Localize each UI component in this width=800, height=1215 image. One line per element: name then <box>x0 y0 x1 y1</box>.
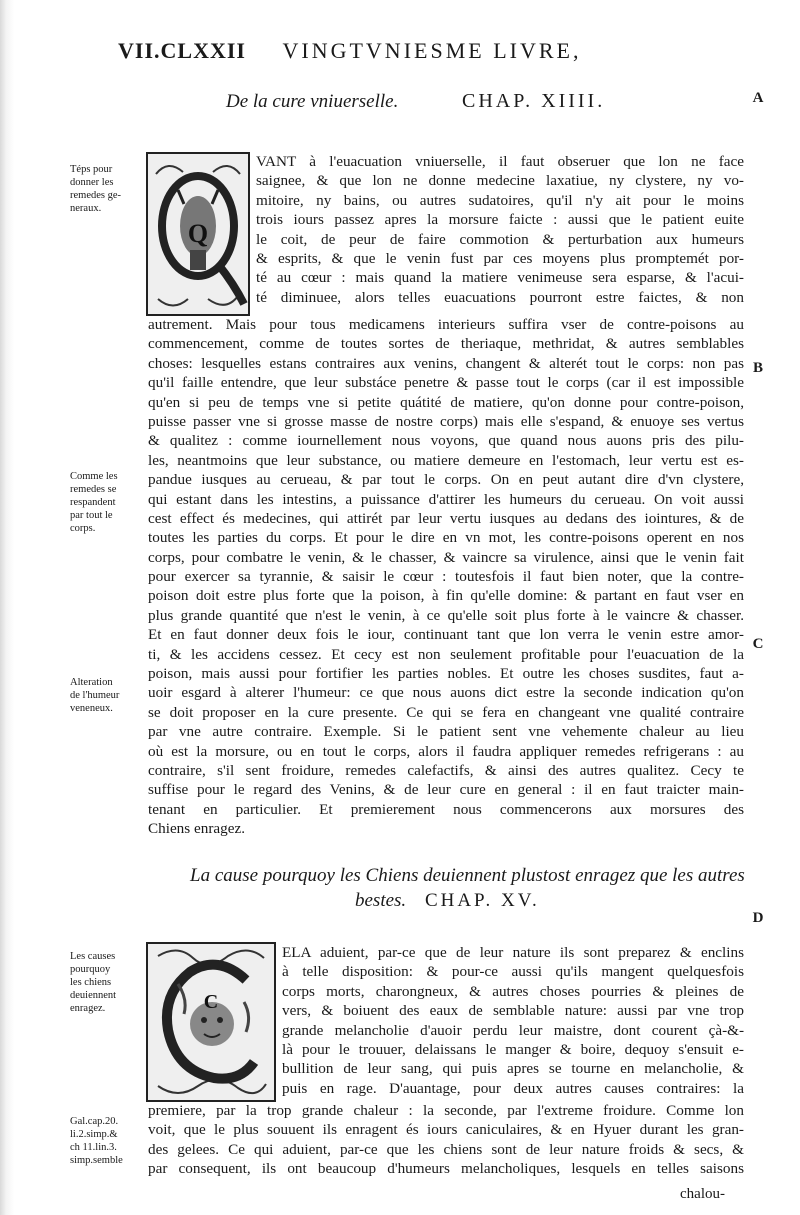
section-letter-c: C <box>752 636 764 652</box>
text-line: saignee, & que lon ne donne medecine laxatiue, ny clystere, ny vo- <box>256 172 744 190</box>
chapter-15-title-line-1: La cause pourquoy les Chiens deuiennent plustost enragez que les autres <box>190 865 745 886</box>
text-line: voit, que le plus souuent ils enragent és iours caniculaires, & en Hyuer durant les gran- <box>148 1121 744 1139</box>
text-line: plus grande quantité que n'est le venin, à ce qu'elle soit plus forte à le vaincre & chasser. <box>148 606 744 624</box>
text-line: corps morts, charongneux, & autres choses pourries & pleines de <box>282 982 744 1000</box>
svg-text:C: C <box>203 991 219 1013</box>
text-line: cest effect és medecines, qui attirét par leur vertu iusques au dedans des iointures, & de <box>148 509 744 527</box>
chapter-15-opening-text <box>282 943 744 1098</box>
text-line: Chiens enragez. <box>148 820 245 838</box>
margin-note-3: Alteration de l'humeur veneneux. <box>70 677 120 714</box>
text-line: & qualitez : comme iournellement nous voyons, que quand nous auons pris des pilu- <box>148 432 744 450</box>
svg-text:Q: Q <box>187 219 209 248</box>
text-line: toutes les parties du corps. Et pour le dire en vn mot, les contre-poisons operent en nos <box>148 529 744 547</box>
chapter-14-number: CHAP. XIIII. <box>462 90 606 112</box>
text-line: & esprits, & que le venin fust par ces moyens plus promptemét por- <box>256 249 744 267</box>
text-line: ELA aduient, par-ce que de leur nature ils sont preparez & enclins <box>282 944 744 961</box>
section-letter-d: D <box>752 910 764 926</box>
text-line: des gelees. Ce qui aduient, par-ce que les chiens sont de leur nature froids & secs, & <box>148 1140 744 1158</box>
text-line: ti, & les accidens cessez. Et cecy est non seulement profitable pour l'euacuation de la <box>148 645 744 663</box>
catchword: chalou- <box>680 1186 725 1202</box>
text-line: vers, & boiuent des eaux de semblable nature: aussi par vne trop <box>282 1002 744 1020</box>
folio-number: VII.CLXXII <box>118 38 246 63</box>
text-line: tenant en particulier. Et premierement nous commencerons aux morsures des <box>148 800 744 818</box>
text-line: poison doit estre plus forte que la poison, à fin qu'elle domine: & partant en faut vser en <box>148 587 744 605</box>
margin-note-2: Comme les remedes se respandent par tout le corps. <box>70 471 118 534</box>
text-line: grande melancholie d'auoir perdu leur maistre, dont courent çà-&- <box>282 1021 744 1039</box>
text-line: qui estant dans les intestins, a puissance d'attirer les humeurs du cerueau. On voit aussi <box>148 490 744 508</box>
text-line: té au cœur : mais quand la matiere venimeuse sera esparse, & l'acui- <box>256 269 744 287</box>
text-line: à telle disposition: & pour-ce aussi qu'ils mangent quelquesfois <box>282 963 744 981</box>
text-line: où est la morsure, ou en tout le corps, alors il faudra appliquer remedes refrigerans : au <box>148 742 744 760</box>
section-letter-b: B <box>752 360 763 376</box>
chapter-15-number: CHAP. XV. <box>424 890 540 911</box>
text-line: trois iours passez apres la morsure faicte : aussi que le patient euite <box>256 211 744 229</box>
chapter-15-heading <box>355 890 615 912</box>
text-line: autrement. Mais pour tous medicamens interieurs suffira vser de contre-poisons au <box>148 316 744 333</box>
text-line: corps, pour combatre le venin, & le chasser, & vaincre sa virulence, ainsi que le venin fait <box>148 548 744 566</box>
chapter-14-title: De la cure vniuerselle. <box>226 91 399 112</box>
margin-note-5: Gal.cap.20. li.2.simp.& ch 11.lin.3. simp.semble <box>70 1116 123 1166</box>
text-line: par consequent, ils ont beaucoup d'humeurs melancholiques, lesquels en telles saisons <box>148 1160 744 1178</box>
text-line: puis en rage. D'auantage, pour deux autres causes contraires: la <box>282 1079 744 1097</box>
chapter-15-body-text <box>148 1101 744 1179</box>
text-line: Et en faut donner deux fois le iour, continuant tant que lon verra le venin estre amor- <box>148 626 744 644</box>
chapter-14-opening-text <box>256 152 744 307</box>
text-line: contraire, s'il sent froidure, remedes calefactifs, & ainsi des autres qualitez. Cecy te <box>148 761 744 779</box>
text-line: mitoire, ny bains, ou autres sudatoires, qu'il n'y ait pour le moins <box>256 191 744 209</box>
drop-cap-c-icon <box>146 942 276 1102</box>
text-line: té diminuee, alors telles euacuations pourront estre faictes, & non <box>256 288 744 306</box>
text-line: commencement, comme de toutes sortes de theriaque, methridat, & autres semblables <box>148 335 744 353</box>
text-line: puisse passer vne si grosse masse de nostre corps) mais elle s'espand, & enuoye ses vertus <box>148 412 744 430</box>
text-line: premiere, par la trop grande chaleur : la seconde, par l'extreme froidure. Comme lon <box>148 1102 744 1119</box>
drop-cap-q-ornament <box>148 154 248 314</box>
text-line: par vne autre contraire. Exemple. Si le patient sent vne vehemente chaleur au lieu <box>148 723 744 741</box>
chapter-14-heading <box>226 90 696 113</box>
text-line: choses: lesquelles estans contraires aux venins, changent & alterét tout le corps: non pas <box>148 354 744 372</box>
text-line: là pour le trouuer, delaissans le manger & boire, dequoy s'ensuit e- <box>282 1040 744 1058</box>
text-line: uoir esgard à alterer l'humeur: ce que nous auons dict estre la seconde indication qu'on <box>148 684 744 702</box>
chapter-14-body-text <box>148 315 744 839</box>
chapter-15-title-line-2: bestes. <box>355 890 407 911</box>
text-line: les, neantmoins que leur substance, ou matiere demeure en l'estomach, leur vertu est es- <box>148 451 744 469</box>
text-line: suffise pour le regard des Venins, & de leur cure en general : il en faut traicter main- <box>148 781 744 799</box>
margin-note-1: Téps pour donner les remedes ge- neraux. <box>70 164 122 214</box>
margin-note-4: Les causes pourquoy les chiens deuiennent enragez. <box>70 951 117 1014</box>
text-line: qu'en si peu de temps vne si petite quátité de matiere, qu'on donne pour contre-poison, <box>148 393 744 411</box>
section-letter-a: A <box>752 90 764 106</box>
text-line: VANT à l'euacuation vniuerselle, il faut obseruer que lon ne face <box>256 153 744 170</box>
drop-cap-q-icon <box>146 152 250 316</box>
drop-cap-c-ornament <box>148 944 274 1100</box>
text-line: poison, mais aussi pour fortifier les parties nobles. Et outre les choses susdites, faut a- <box>148 665 744 683</box>
text-line: le coit, de peur de faire commotion & perturbation aux humeurs <box>256 230 744 248</box>
text-line: bullition de leur sang, qui puis apres se tourne en melancholie, & <box>282 1060 744 1078</box>
running-head <box>118 38 638 64</box>
text-line: pour exercer sa tyrannie, & saisir le cœur : toutesfois il faut bien noter, que la contre- <box>148 568 744 586</box>
text-line: se doit proposer en la cure presente. Ce qui se fera en changeant vne qualité contraire <box>148 703 744 721</box>
text-line: qu'il faille entendre, que leur substáce penetre & passe tout le corps (car il est impossible <box>148 374 744 392</box>
text-line: pandue iusques au cerueau, & par tout le corps. On en peut autant dire d'vn clystere, <box>148 471 744 489</box>
book-title: VINGTVNIESME LIVRE, <box>282 38 582 63</box>
